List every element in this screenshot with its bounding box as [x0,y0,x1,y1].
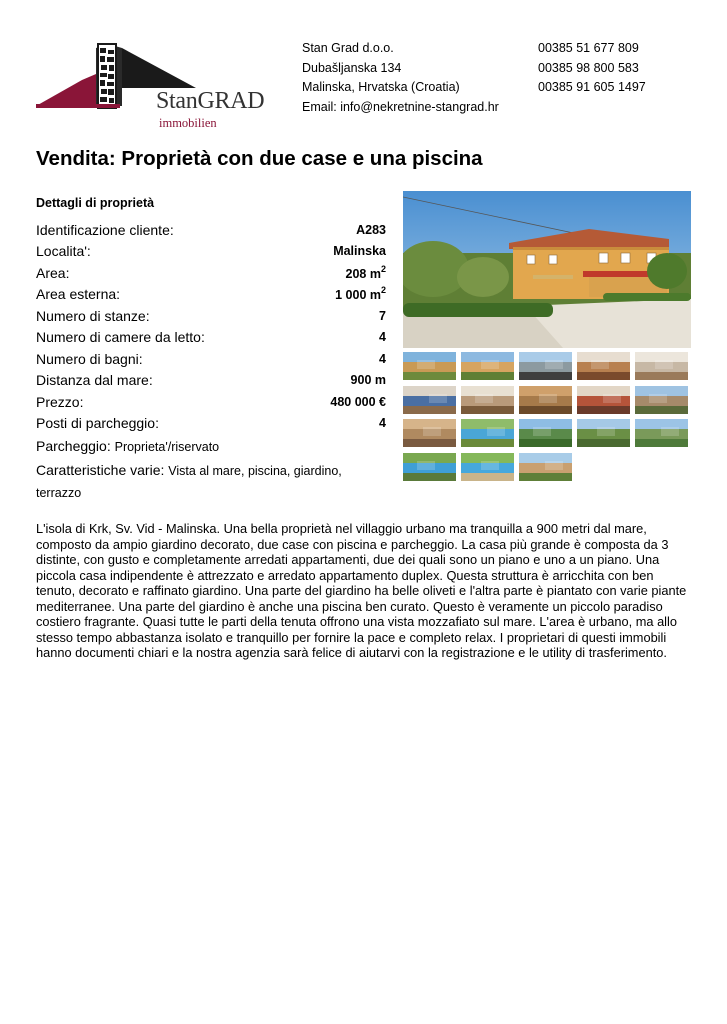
detail-value-text: 4 [379,330,386,345]
parking-label: Parcheggio: [36,438,111,454]
detail-row [36,348,386,370]
company-address [302,39,499,117]
detail-value-text: A283 [356,222,386,237]
thumbnail-house-exterior[interactable] [403,352,456,380]
detail-value-text: 480 000 € [330,394,386,409]
detail-value-text: 4 [379,416,386,431]
detail-value [330,395,386,409]
features-info [36,460,386,504]
details-heading: Dettagli di proprietà [36,196,155,210]
detail-label: Localita': [36,243,91,260]
detail-label: Identificazione cliente: [36,221,174,238]
property-details-table [36,219,386,434]
company-logo [36,34,265,130]
detail-row [36,370,386,392]
detail-label: Numero di stanze: [36,307,150,324]
thumbnail-kitchen[interactable] [519,386,572,414]
detail-row [36,219,386,241]
thumbnail-patio[interactable] [403,419,456,447]
thumbnail-living-room[interactable] [577,352,630,380]
detail-value [335,286,386,302]
phone-number[interactable]: 00385 51 677 809 [538,41,639,55]
property-description: L'isola di Krk, Sv. Vid - Malinska. Una bella proprietà nel villaggio urbano ma tranquilla a 900 metri dal mare, composto da ampio giardino decorato, due case con piscina e parcheggio. La casa più grande è composta da 3 distinte, con gusto e completamente arredati appartamenti, due dei quali sono un piano e uno a un piano. Una piccola casa indipendente è attrezzato e arredato appartamento duplex. Questa struttura è arricchita con ben tenuto, decorato e raffinato giardino. Una parte del giardino ha belle oliveti e l'altra parte è piantato con varie piante mediterranee. Una parte del giardino è anche una piscina ben curato. Questo è veramente un piccolo paradiso costiero fragrante. Quasi tutte le parti della tenuta offrono una vista mozzafiato sul mare. L'area è urbano, ma allo stesso tempo abbastanza isolato e tranquillo per fornire la pace e completo relax. I proprietari di questi immobili hanno documenti chiari e la nostra agenzia sarà felice di aiutarvi con la registrazione e le utility di trasferimento. [36,521,687,660]
phone-number[interactable]: 00385 98 800 583 [538,60,639,75]
features-value: Vista al mare, piscina, giardino, [168,464,342,478]
thumbnail-pool[interactable] [461,453,514,481]
detail-label: Numero di camere da letto: [36,329,205,346]
detail-row [36,327,386,349]
parking-info [36,436,386,458]
detail-value [356,223,386,237]
logo-subtitle: immobilien [159,116,217,130]
detail-label: Posti di parcheggio: [36,415,159,432]
detail-row [36,391,386,413]
detail-value [379,352,386,366]
detail-value [379,416,386,430]
features-label: Caratteristiche varie: [36,462,165,478]
detail-label: Area: [36,264,70,281]
detail-row [36,241,386,263]
company-name: Stan Grad d.o.o. [302,41,394,55]
thumbnail-dining-room[interactable] [577,386,630,414]
thumbnail-garden[interactable] [577,419,630,447]
detail-value [351,373,386,387]
thumbnail-road-view[interactable] [519,352,572,380]
logo-name: StanGRAD [156,88,265,114]
features-value-continued: terrazzo [36,486,82,500]
detail-row [36,305,386,327]
thumbnail-house-garden[interactable] [461,352,514,380]
page-title: Vendita: Proprietà con due case e una piscina [36,147,483,170]
thumbnail-pool[interactable] [403,453,456,481]
unit-superscript: 2 [380,285,386,296]
detail-value [346,265,386,281]
detail-value-text: 7 [379,308,386,323]
thumbnail-terrace[interactable] [635,386,688,414]
thumbnail-sea-view[interactable] [635,419,688,447]
detail-value-text: Malinska [333,244,386,259]
company-street: Dubašljanska 134 [302,60,402,75]
detail-row [36,262,386,284]
company-email[interactable]: Email: info@nekretnine-stangrad.hr [302,99,499,114]
detail-value-text: 208 m [345,266,381,281]
detail-value [379,330,386,344]
detail-row [36,413,386,435]
detail-value [333,244,386,258]
phone-number[interactable]: 00385 91 605 1497 [538,80,646,95]
company-city: Malinska, Hrvatska (Croatia) [302,80,460,95]
thumbnail-pool[interactable] [461,419,514,447]
detail-value-text: 1 000 m [335,288,381,303]
detail-label: Numero di bagni: [36,350,143,367]
main-property-photo[interactable] [403,191,691,348]
parking-value: Proprieta'/riservato [114,440,220,454]
detail-row [36,284,386,306]
thumbnail-sea-view[interactable] [519,419,572,447]
thumbnail-bedroom[interactable] [403,386,456,414]
detail-value-text: 900 m [350,373,386,388]
thumbnail-bedroom[interactable] [461,386,514,414]
detail-label: Area esterna: [36,286,121,303]
detail-label: Distanza dal mare: [36,372,153,389]
thumbnail-living-room[interactable] [635,352,688,380]
unit-superscript: 2 [380,263,386,274]
detail-label: Prezzo: [36,393,84,410]
thumbnail-house-exterior[interactable] [519,453,572,481]
detail-value-text: 4 [379,351,386,366]
company-phones [538,39,646,98]
detail-value [379,309,386,323]
